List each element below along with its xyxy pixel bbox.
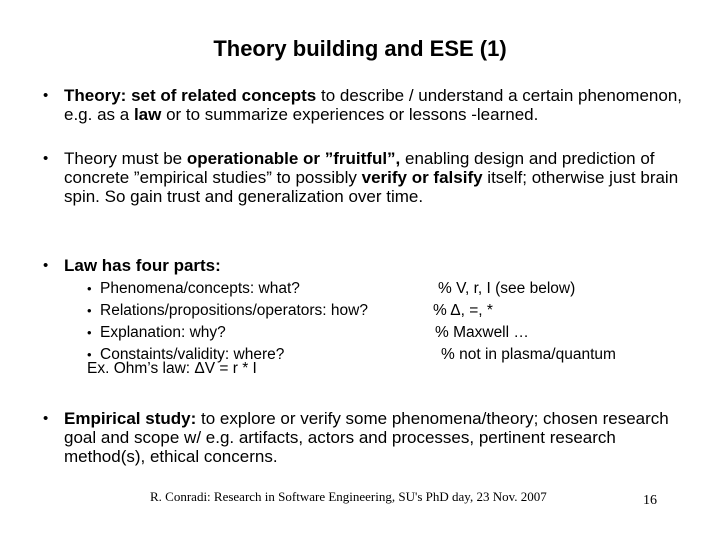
empirical-study-text: to explore or verify some phenomena/theory; chosen research goal and scope w/ e.g. artifacts, actors and processes, pertinent research method(s), ethical concerns. [64, 409, 669, 466]
bullet-theory-operationable [43, 149, 694, 206]
slide-title: Theory building and ESE (1) [213, 36, 507, 61]
operationable-term: operationable or ”fruitful”, [186, 149, 401, 168]
theory-term: Theory: [64, 86, 127, 105]
bullet-empirical-study [43, 409, 694, 466]
law-term: law [133, 105, 162, 124]
law-part-label: Constaints/validity: where? [100, 346, 285, 363]
bullet-marker: • [43, 257, 49, 274]
law-part-item [87, 322, 400, 344]
theory-text-2: or to summarize experiences or lessons -learned. [161, 105, 539, 124]
bullet-theory-definition [43, 86, 694, 124]
law-part-note: % not in plasma/quantum [441, 346, 616, 363]
law-part-item [87, 278, 400, 300]
law-part-note: % Maxwell … [435, 324, 529, 341]
operationable-text-3: itself; otherwise just brain spin. So gain trust and generalization over time. [64, 168, 679, 206]
bullet-law-parts [43, 256, 694, 275]
bullet-marker: • [43, 410, 49, 427]
law-part-label: Relations/propositions/operators: how? [100, 302, 368, 319]
empirical-study-term: Empirical study: [64, 409, 197, 428]
theory-text-1: to describe / understand a certain phenomenon, e.g. as a [64, 86, 682, 124]
sub-bullet-marker: • [87, 281, 92, 296]
bullet-marker: • [43, 150, 49, 167]
sub-bullet-marker: • [87, 347, 92, 362]
operationable-text-1: Theory must be [64, 149, 187, 168]
law-part-note: % Δ, =, * [433, 302, 493, 319]
law-parts-heading: Law has four parts: [64, 256, 221, 275]
law-part-item [87, 300, 400, 322]
sub-bullet-marker: • [87, 325, 92, 340]
slide-footer: R. Conradi: Research in Software Engineering, SU's PhD day, 23 Nov. 2007 [150, 489, 547, 504]
sub-bullet-marker: • [87, 303, 92, 318]
page-number: 16 [643, 493, 657, 508]
bullet-marker: • [43, 87, 49, 104]
ohms-law-example: Ex. Ohm’s law: ΔV = r * I [87, 360, 257, 377]
law-part-note: % V, r, I (see below) [438, 280, 576, 297]
operationable-text-2: enabling design and prediction of concrete ”empirical studies” to possibly [64, 149, 655, 187]
verify-falsify-term: verify or falsify [361, 168, 483, 187]
law-part-label: Phenomena/concepts: what? [100, 280, 300, 297]
law-part-label: Explanation: why? [100, 324, 226, 341]
related-concepts-term: set of related concepts [131, 86, 317, 105]
